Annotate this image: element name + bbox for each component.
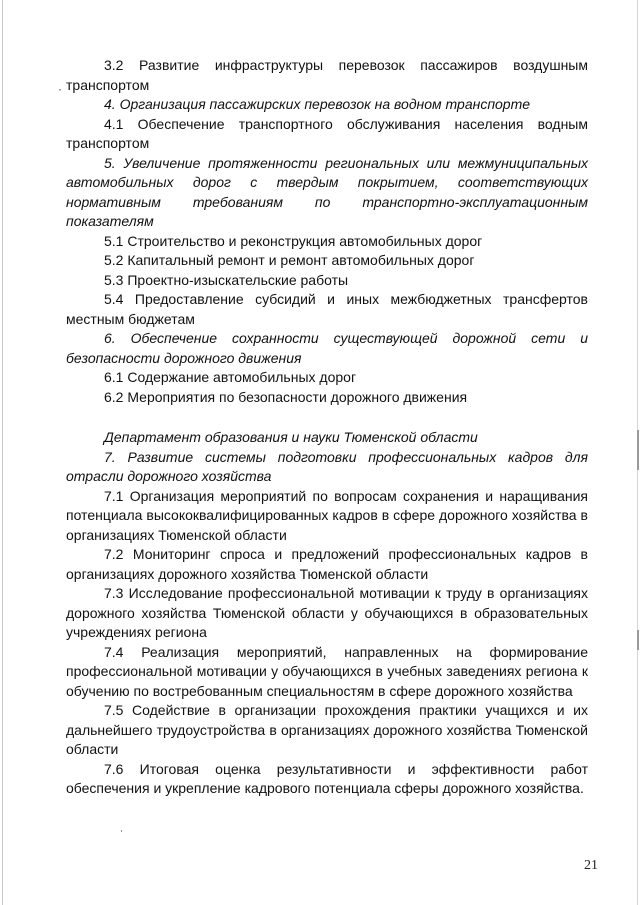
heading-task-5: 5. Увеличение протяженности региональных или межмуниципальных автомобильных дорог с твердым покрытием, соответствующих нормативным требованиям по транспортно-эксплуатационным показателям bbox=[66, 154, 588, 229]
paragraph-6-1: 6.1 Содержание автомобильных дорог bbox=[104, 369, 357, 385]
scan-edge-mark bbox=[637, 430, 639, 470]
paragraph-4-1: 4.1 Обеспечение транспортного обслуживания населения водным транспортом bbox=[66, 115, 588, 151]
section-gap bbox=[66, 407, 588, 428]
paragraph-7-1: 7.1 Организация мероприятий по вопросам сохранения и наращивания потенциала высококвалифицированных кадров в сфере дорожного хозяйства в организациях Тюменской области bbox=[66, 487, 588, 543]
paragraph-5-4: 5.4 Предоставление субсидий и иных межбюджетных трансфертов местным бюджетам bbox=[66, 291, 588, 327]
paragraph-6-2: 6.2 Мероприятия по безопасности дорожного движения bbox=[104, 388, 468, 405]
page-number: 21 bbox=[584, 858, 598, 873]
heading-task-7: 7. Развитие системы подготовки профессиональных кадров для отрасли дорожного хозяйства bbox=[66, 448, 588, 484]
paragraph-7-2: 7.2 Мониторинг спроса и предложений профессиональных кадров в организациях дорожного хозяйства Тюменской области bbox=[66, 546, 588, 582]
heading-task-4: 4. Организация пассажирских перевозок на водном транспорте bbox=[104, 96, 531, 112]
department-heading: Департамент образования и науки Тюменской области bbox=[104, 429, 478, 445]
scan-edge-left bbox=[2, 0, 3, 905]
paragraph-7-6: 7.6 Итоговая оценка результативности и эффективности работ обеспечения и укрепление кадрового потенциала сферы дорожного хозяйства. bbox=[66, 760, 588, 796]
paragraph-5-3: 5.3 Проектно-изыскательские работы bbox=[104, 271, 349, 288]
paragraph-7-4: 7.4 Реализация мероприятий, направленных на формирование профессиональной мотивации у обучающихся в учебных заведениях региона к обучению по востребованным специальностям в сфере дорожного хозяйства bbox=[66, 643, 588, 699]
document-body bbox=[66, 56, 588, 799]
paragraph-7-5: 7.5 Содействие в организации прохождения практики учащихся и их дальнейшего трудоустройства в организациях дорожного хозяйства Тюменской области bbox=[66, 702, 588, 757]
margin-dot: · bbox=[58, 82, 62, 96]
scan-edge-mark bbox=[637, 630, 639, 650]
paragraph-7-3: 7.3 Исследование профессиональной мотивации к труду в организациях дорожного хозяйства Тюменской области у обучающихся в образовательных учреждениях региона bbox=[66, 585, 588, 640]
paragraph-5-2: 5.2 Капитальный ремонт и ремонт автомобильных дорог bbox=[104, 252, 475, 268]
paragraph-5-1: 5.1 Строительство и реконструкция автомобильных дорог bbox=[104, 232, 483, 249]
scan-speck bbox=[121, 830, 122, 832]
heading-task-6: 6. Обеспечение сохранности существующей дорожной сети и безопасности дорожного движения bbox=[66, 330, 588, 366]
paragraph-3-2: 3.2 Развитие инфраструктуры перевозок пассажиров воздушным транспортом bbox=[66, 57, 588, 93]
